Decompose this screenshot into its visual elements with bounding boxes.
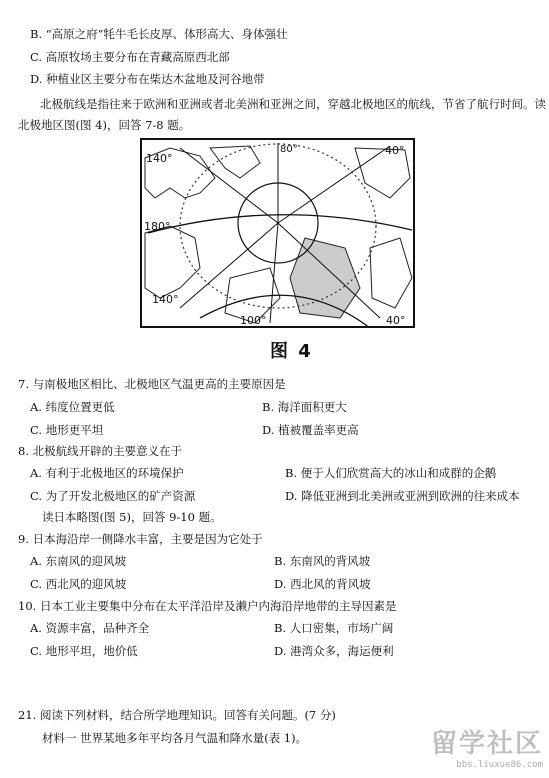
q10-option-a: A. 资源丰富，品种齐全: [30, 621, 150, 635]
label-180: 180°: [144, 220, 171, 233]
q8-option-d: D. 降低亚洲到北美洲或亚洲到欧洲的往来成本: [285, 489, 520, 503]
q8-option-c: C. 为了开发北极地区的矿产资源: [30, 489, 196, 503]
label-80-top: 80°: [280, 144, 298, 155]
q7-option-d: D. 植被覆盖率更高: [262, 423, 359, 437]
question-8-stem: 8. 北极航线开辟的主要意义在于: [18, 444, 183, 458]
q10-option-d: D. 港湾众多，海运便利: [274, 644, 394, 658]
option-c-pasture: C. 高原牧场主要分布在青藏高原西北部: [30, 50, 230, 64]
q8-option-a: A. 有利于北极地区的环境保护: [30, 466, 184, 480]
arctic-map: [140, 138, 415, 328]
q9-option-c: C. 西北风的迎风坡: [30, 577, 127, 591]
watermark-text: 留学社区: [430, 729, 543, 759]
option-d-farming: D. 种植业区主要分布在柴达木盆地及河谷地带: [30, 72, 265, 86]
q10-option-c: C. 地形平坦，地价低: [30, 644, 138, 658]
watermark: [431, 723, 543, 770]
q7-option-c: C. 地形更平坦: [30, 423, 104, 437]
read-japan-map: 读日本略图(图 5)，回答 9-10 题。: [42, 510, 222, 524]
q9-option-d: D. 西北风的背风坡: [274, 577, 371, 591]
option-b-yak: B. “高原之府”牦牛毛长皮厚、体形高大、身体强壮: [30, 27, 288, 41]
intro-paragraph-line2: 北极地区图(图 4)，回答 7-8 题。: [18, 118, 191, 132]
question-7-stem: 7. 与南极地区相比、北极地区气温更高的主要原因是: [18, 377, 286, 391]
question-9-stem: 9. 日本海沿岸一侧降水丰富，主要是因为它处于: [18, 532, 263, 546]
label-100-bottom: 100°: [240, 314, 267, 327]
q7-option-b: B. 海洋面积更大: [262, 400, 347, 414]
q8-option-b: B. 便于人们欣赏高大的冰山和成群的企鹅: [285, 466, 497, 480]
q10-option-b: B. 人口密集，市场广阔: [274, 621, 394, 635]
label-140-top: 140°: [146, 152, 173, 165]
figure-caption: 图 4: [270, 341, 313, 362]
q9-option-a: A. 东南风的迎风坡: [30, 554, 127, 568]
label-40-bottom: 40°: [386, 314, 406, 327]
q9-option-b: B. 东南风的背风坡: [274, 554, 371, 568]
label-140-bottom: 140°: [152, 293, 179, 306]
intro-paragraph-line1: 北极航线是指往来于欧洲和亚洲或者北美洲和亚洲之间，穿越北极地区的航线，节省了航行时间。读: [40, 97, 546, 111]
label-40-top: 40°: [385, 144, 405, 157]
question-10-stem: 10. 日本工业主要集中分布在太平洋沿岸及濑户内海沿岸地带的主导因素是: [18, 599, 397, 613]
question-21-material: 材料一 世界某地多年平均各月气温和降水量(表 1)。: [42, 731, 308, 745]
q7-option-a: A. 纬度位置更低: [30, 400, 115, 414]
watermark-url: bbs.liuxue86.com: [456, 760, 543, 770]
question-21-stem: 21. 阅读下列材料，结合所学地理知识。回答有关问题。(7 分): [18, 708, 336, 722]
